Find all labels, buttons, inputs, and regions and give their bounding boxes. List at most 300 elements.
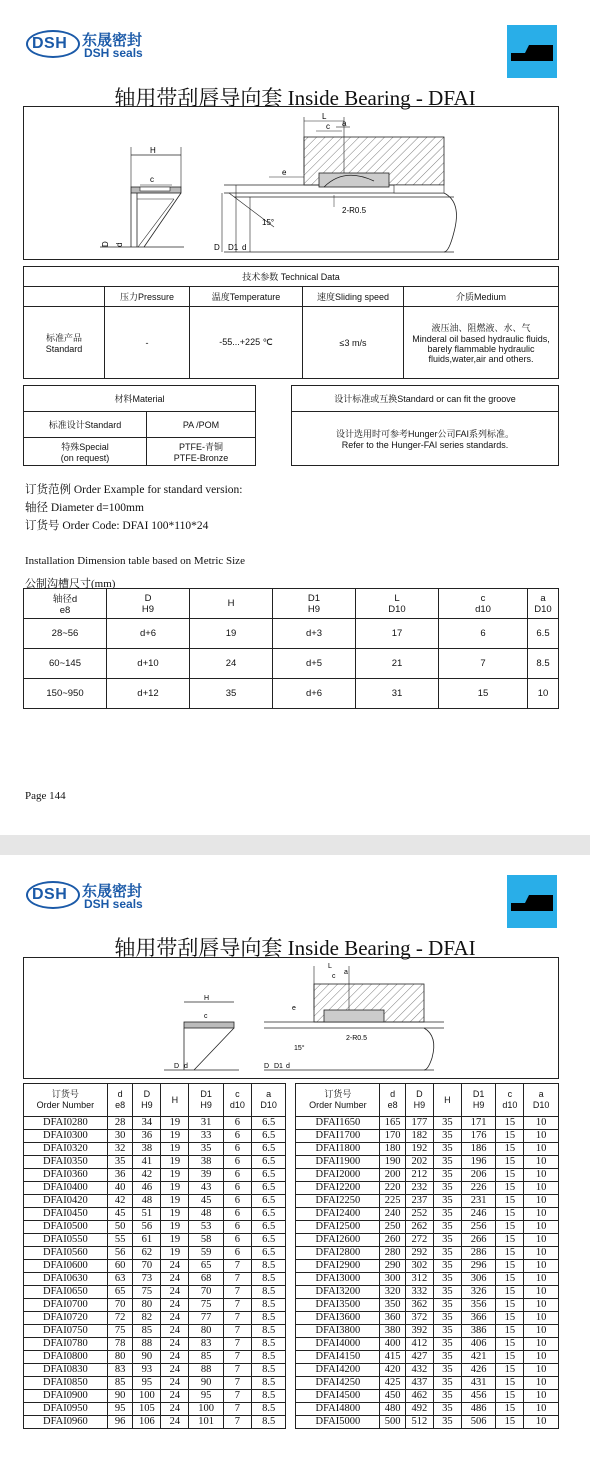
order-header-line: d bbox=[117, 1089, 123, 1099]
order-value-cell: 8.5 bbox=[251, 1312, 286, 1325]
order-value-cell: 225 bbox=[380, 1195, 406, 1208]
order-value-cell: 35 bbox=[433, 1351, 461, 1364]
order-value-cell: 6 bbox=[223, 1182, 251, 1195]
order-number-cell: DFAI0830 bbox=[24, 1364, 108, 1377]
order-value-cell: 6.5 bbox=[251, 1169, 286, 1182]
drawing-svg bbox=[24, 107, 558, 259]
order-value-cell: 6 bbox=[223, 1169, 251, 1182]
order-value-cell: 15 bbox=[496, 1195, 524, 1208]
order-number-cell: DFAI0560 bbox=[24, 1247, 108, 1260]
order-value-cell: 35 bbox=[433, 1390, 461, 1403]
order-value-cell: 480 bbox=[380, 1403, 406, 1416]
order-value-cell: 105 bbox=[133, 1403, 161, 1416]
order-value-cell: 432 bbox=[405, 1364, 433, 1377]
order-value-cell: 75 bbox=[107, 1325, 133, 1338]
order-value-cell: 312 bbox=[405, 1273, 433, 1286]
install-subheading: 公制沟槽尺寸(mm) bbox=[25, 578, 116, 590]
tech-medium-value bbox=[404, 307, 559, 379]
tech-label-cn: 标准产品 bbox=[45, 333, 82, 343]
order-column-gap bbox=[286, 1143, 296, 1156]
tech-header-temperature: 温度Temperature bbox=[190, 287, 303, 307]
order-value-cell: 10 bbox=[524, 1416, 559, 1429]
order-value-cell: 15 bbox=[496, 1143, 524, 1156]
order-value-cell: 33 bbox=[189, 1130, 224, 1143]
order-value-cell: 28 bbox=[107, 1117, 133, 1130]
order-value-cell: 226 bbox=[461, 1182, 496, 1195]
groove-table bbox=[291, 385, 559, 466]
order-number-cell: DFAI1650 bbox=[296, 1117, 380, 1130]
groove-line-en: Refer to the Hunger-FAI series standards. bbox=[341, 440, 509, 450]
order-value-cell: 88 bbox=[133, 1338, 161, 1351]
order-header-line: c bbox=[507, 1089, 513, 1099]
order-column-gap bbox=[286, 1169, 296, 1182]
order-number-cell: DFAI0800 bbox=[24, 1351, 108, 1364]
dim-header-line: a bbox=[540, 592, 546, 604]
order-value-cell: 82 bbox=[133, 1312, 161, 1325]
medium-line: 液压油、阻燃液、水、气 bbox=[431, 323, 531, 333]
order-value-cell: 296 bbox=[461, 1260, 496, 1273]
order-value-cell: 35 bbox=[433, 1143, 461, 1156]
order-value-cell: 31 bbox=[189, 1117, 224, 1130]
order-value-cell: 10 bbox=[524, 1117, 559, 1130]
order-value-cell: 35 bbox=[433, 1286, 461, 1299]
order-value-cell: 24 bbox=[161, 1299, 189, 1312]
dim-header-line: e8 bbox=[59, 605, 71, 616]
order-value-cell: 386 bbox=[461, 1325, 496, 1338]
order-value-cell: 306 bbox=[461, 1273, 496, 1286]
dim-header-cell bbox=[190, 589, 273, 619]
order-value-cell: 96 bbox=[107, 1416, 133, 1429]
order-number-cell: DFAI0850 bbox=[24, 1377, 108, 1390]
order-number-cell: DFAI1700 bbox=[296, 1130, 380, 1143]
order-value-cell: 332 bbox=[405, 1286, 433, 1299]
order-value-cell: 6 bbox=[223, 1208, 251, 1221]
order-value-cell: 55 bbox=[107, 1234, 133, 1247]
order-value-cell: 7 bbox=[223, 1403, 251, 1416]
order-row bbox=[24, 1312, 559, 1325]
order-value-cell: 10 bbox=[524, 1325, 559, 1338]
order-value-cell: 35 bbox=[433, 1247, 461, 1260]
order-header-line: D10 bbox=[532, 1100, 550, 1110]
order-row bbox=[24, 1390, 559, 1403]
order-column-gap bbox=[286, 1182, 296, 1195]
order-row bbox=[24, 1130, 559, 1143]
order-value-cell: 356 bbox=[461, 1299, 496, 1312]
order-value-cell: 8.5 bbox=[251, 1325, 286, 1338]
special-label-en: (on request) bbox=[60, 453, 110, 463]
order-header-line: H bbox=[171, 1094, 179, 1105]
order-row bbox=[24, 1247, 559, 1260]
order-number-cell: DFAI0420 bbox=[24, 1195, 108, 1208]
order-row bbox=[24, 1338, 559, 1351]
order-number-cell: DFAI2000 bbox=[296, 1169, 380, 1182]
order-value-cell: 19 bbox=[161, 1195, 189, 1208]
order-value-cell: 10 bbox=[524, 1286, 559, 1299]
order-value-cell: 6.5 bbox=[251, 1143, 286, 1156]
order-row bbox=[24, 1299, 559, 1312]
order-value-cell: 35 bbox=[433, 1195, 461, 1208]
order-row bbox=[24, 1260, 559, 1273]
dim-cell: 6 bbox=[439, 619, 528, 649]
order-row bbox=[24, 1325, 559, 1338]
order-header-line: 订货号 bbox=[324, 1089, 352, 1099]
order-value-cell: 35 bbox=[189, 1143, 224, 1156]
order-value-cell: 24 bbox=[161, 1416, 189, 1429]
order-value-cell: 85 bbox=[189, 1351, 224, 1364]
label-c-left: c bbox=[204, 1013, 208, 1020]
order-value-cell: 231 bbox=[461, 1195, 496, 1208]
dim-cell: 10 bbox=[528, 679, 559, 709]
order-value-cell: 7 bbox=[223, 1416, 251, 1429]
order-value-cell: 68 bbox=[189, 1273, 224, 1286]
order-value-cell: 8.5 bbox=[251, 1390, 286, 1403]
brand-name-cn: 东晟密封 bbox=[82, 882, 143, 900]
order-value-cell: 427 bbox=[405, 1351, 433, 1364]
order-row bbox=[24, 1403, 559, 1416]
order-row bbox=[24, 1195, 559, 1208]
order-value-cell: 19 bbox=[161, 1143, 189, 1156]
dim-cell: 31 bbox=[356, 679, 439, 709]
order-column-gap bbox=[286, 1130, 296, 1143]
order-value-cell: 192 bbox=[405, 1143, 433, 1156]
order-value-cell: 462 bbox=[405, 1390, 433, 1403]
dim-cell: d+3 bbox=[273, 619, 356, 649]
order-value-cell: 38 bbox=[133, 1143, 161, 1156]
dim-header-cell bbox=[528, 589, 559, 619]
order-value-cell: 237 bbox=[405, 1195, 433, 1208]
dim-header-line: H9 bbox=[141, 603, 155, 615]
order-value-cell: 35 bbox=[433, 1364, 461, 1377]
order-value-cell: 95 bbox=[189, 1390, 224, 1403]
order-header-line: D10 bbox=[260, 1100, 277, 1110]
order-number-cell: DFAI4800 bbox=[296, 1403, 380, 1416]
dim-cell: 21 bbox=[356, 649, 439, 679]
order-value-cell: 425 bbox=[380, 1377, 406, 1390]
order-row bbox=[24, 1143, 559, 1156]
order-value-cell: 272 bbox=[405, 1234, 433, 1247]
order-value-cell: 212 bbox=[405, 1169, 433, 1182]
order-column-gap bbox=[286, 1156, 296, 1169]
order-value-cell: 7 bbox=[223, 1377, 251, 1390]
dim-cell: 15 bbox=[439, 679, 528, 709]
tech-speed-value: ≤3 m/s bbox=[303, 307, 404, 379]
order-value-cell: 10 bbox=[524, 1299, 559, 1312]
dim-header-line: d10 bbox=[475, 603, 491, 615]
order-number-cell: DFAI3000 bbox=[296, 1273, 380, 1286]
order-number-cell: DFAI2250 bbox=[296, 1195, 380, 1208]
label-a-right: a bbox=[342, 119, 347, 128]
order-value-cell: 35 bbox=[433, 1221, 461, 1234]
order-value-cell: 35 bbox=[433, 1182, 461, 1195]
order-number-cell: DFAI0360 bbox=[24, 1169, 108, 1182]
dim-cell: 24 bbox=[190, 649, 273, 679]
order-row bbox=[24, 1208, 559, 1221]
order-row bbox=[24, 1416, 559, 1429]
order-value-cell: 15 bbox=[496, 1169, 524, 1182]
material-special-value bbox=[147, 438, 256, 466]
label-d-left: d bbox=[115, 242, 124, 247]
order-value-cell: 60 bbox=[107, 1260, 133, 1273]
order-value-cell: 85 bbox=[107, 1377, 133, 1390]
order-value-cell: 24 bbox=[161, 1260, 189, 1273]
dim-cell: d+5 bbox=[273, 649, 356, 679]
order-value-cell: 372 bbox=[405, 1312, 433, 1325]
order-column-gap bbox=[286, 1286, 296, 1299]
order-value-cell: 15 bbox=[496, 1234, 524, 1247]
order-row bbox=[24, 1234, 559, 1247]
order-value-cell: 10 bbox=[524, 1364, 559, 1377]
order-value-cell: 24 bbox=[161, 1351, 189, 1364]
order-value-cell: 220 bbox=[380, 1182, 406, 1195]
label-L: L bbox=[322, 112, 327, 121]
order-value-cell: 420 bbox=[380, 1364, 406, 1377]
order-value-cell: 8.5 bbox=[251, 1260, 286, 1273]
dim-header-line: D10 bbox=[388, 603, 406, 615]
label-D-right: D bbox=[264, 1063, 270, 1070]
order-header-cell bbox=[496, 1084, 524, 1117]
order-number-cell: DFAI0630 bbox=[24, 1273, 108, 1286]
dim-cell: 35 bbox=[190, 679, 273, 709]
order-value-cell: 77 bbox=[189, 1312, 224, 1325]
order-column-gap bbox=[286, 1234, 296, 1247]
page-title: 轴用带刮唇导向套 Inside Bearing - DFAI bbox=[114, 936, 476, 960]
order-value-cell: 256 bbox=[461, 1221, 496, 1234]
order-value-cell: 400 bbox=[380, 1338, 406, 1351]
order-value-cell: 170 bbox=[380, 1130, 406, 1143]
order-value-cell: 35 bbox=[433, 1299, 461, 1312]
order-value-cell: 7 bbox=[223, 1338, 251, 1351]
label-L: L bbox=[328, 963, 332, 970]
order-value-cell: 7 bbox=[223, 1390, 251, 1403]
order-value-cell: 59 bbox=[189, 1247, 224, 1260]
order-value-cell: 362 bbox=[405, 1299, 433, 1312]
order-header-line: H9 bbox=[200, 1100, 212, 1110]
order-value-cell: 252 bbox=[405, 1208, 433, 1221]
order-value-cell: 32 bbox=[107, 1143, 133, 1156]
dim-header-line: D bbox=[144, 592, 152, 604]
order-value-cell: 165 bbox=[380, 1117, 406, 1130]
medium-line: barely flammable hydraulic bbox=[427, 344, 535, 354]
dim-cell: 19 bbox=[190, 619, 273, 649]
order-value-cell: 83 bbox=[107, 1364, 133, 1377]
order-value-cell: 10 bbox=[524, 1182, 559, 1195]
order-value-cell: 70 bbox=[107, 1299, 133, 1312]
order-value-cell: 85 bbox=[133, 1325, 161, 1338]
dim-cell: d+10 bbox=[107, 649, 190, 679]
order-number-cell: DFAI1800 bbox=[296, 1143, 380, 1156]
order-value-cell: 35 bbox=[433, 1403, 461, 1416]
medium-line: fluids,water,air and others. bbox=[428, 354, 534, 364]
order-value-cell: 65 bbox=[189, 1260, 224, 1273]
order-value-cell: 450 bbox=[380, 1390, 406, 1403]
order-value-cell: 266 bbox=[461, 1234, 496, 1247]
order-column-gap bbox=[286, 1312, 296, 1325]
order-value-cell: 15 bbox=[496, 1117, 524, 1130]
order-number-cell: DFAI0500 bbox=[24, 1221, 108, 1234]
order-column-gap bbox=[286, 1247, 296, 1260]
order-value-cell: 8.5 bbox=[251, 1377, 286, 1390]
dim-cell: 17 bbox=[356, 619, 439, 649]
order-number-cell: DFAI0550 bbox=[24, 1234, 108, 1247]
order-header-line: a bbox=[266, 1089, 272, 1099]
brand-name-cn: 东晟密封 bbox=[82, 31, 143, 49]
order-value-cell: 10 bbox=[524, 1234, 559, 1247]
order-value-cell: 34 bbox=[133, 1117, 161, 1130]
label-c-right: c bbox=[332, 973, 336, 980]
order-number-cell: DFAI2400 bbox=[296, 1208, 380, 1221]
order-value-cell: 6.5 bbox=[251, 1117, 286, 1130]
order-value-cell: 6.5 bbox=[251, 1195, 286, 1208]
order-value-cell: 360 bbox=[380, 1312, 406, 1325]
logo-mark: DSH bbox=[32, 886, 68, 903]
order-number-cell: DFAI0300 bbox=[24, 1130, 108, 1143]
order-value-cell: 106 bbox=[133, 1416, 161, 1429]
dim-header-cell bbox=[439, 589, 528, 619]
order-value-cell: 41 bbox=[133, 1156, 161, 1169]
order-value-cell: 7 bbox=[223, 1364, 251, 1377]
order-value-cell: 65 bbox=[107, 1286, 133, 1299]
order-value-cell: 10 bbox=[524, 1130, 559, 1143]
order-value-cell: 302 bbox=[405, 1260, 433, 1273]
order-value-cell: 326 bbox=[461, 1286, 496, 1299]
order-value-cell: 19 bbox=[161, 1169, 189, 1182]
order-number-cell: DFAI2200 bbox=[296, 1182, 380, 1195]
order-value-cell: 24 bbox=[161, 1403, 189, 1416]
order-number-cell: DFAI3500 bbox=[296, 1299, 380, 1312]
order-number-cell: DFAI2600 bbox=[296, 1234, 380, 1247]
order-value-cell: 70 bbox=[189, 1286, 224, 1299]
order-value-cell: 406 bbox=[461, 1338, 496, 1351]
order-value-cell: 6.5 bbox=[251, 1130, 286, 1143]
order-value-cell: 6 bbox=[223, 1234, 251, 1247]
order-value-cell: 506 bbox=[461, 1416, 496, 1429]
dim-header-cell bbox=[273, 589, 356, 619]
material-caption: 材料Material bbox=[24, 386, 256, 412]
order-column-gap bbox=[286, 1416, 296, 1429]
order-header-line: e8 bbox=[387, 1100, 398, 1110]
order-value-cell: 35 bbox=[107, 1156, 133, 1169]
label-D-left: D bbox=[174, 1063, 180, 1070]
order-value-cell: 6.5 bbox=[251, 1156, 286, 1169]
order-number-table bbox=[23, 1083, 559, 1429]
order-value-cell: 58 bbox=[189, 1234, 224, 1247]
order-number-cell: DFAI0320 bbox=[24, 1143, 108, 1156]
order-value-cell: 19 bbox=[161, 1221, 189, 1234]
order-value-cell: 10 bbox=[524, 1377, 559, 1390]
order-number-cell: DFAI0780 bbox=[24, 1338, 108, 1351]
order-header-cell bbox=[133, 1084, 161, 1117]
order-value-cell: 75 bbox=[133, 1286, 161, 1299]
order-value-cell: 15 bbox=[496, 1182, 524, 1195]
order-value-cell: 35 bbox=[433, 1117, 461, 1130]
label-radius: 2-R0.5 bbox=[342, 206, 367, 215]
order-value-cell: 200 bbox=[380, 1169, 406, 1182]
order-value-cell: 260 bbox=[380, 1234, 406, 1247]
dim-header-line: H9 bbox=[307, 603, 321, 615]
order-value-cell: 8.5 bbox=[251, 1286, 286, 1299]
order-value-cell: 190 bbox=[380, 1156, 406, 1169]
order-example-code: 订货号 Order Code: DFAI 100*110*24 bbox=[25, 520, 209, 532]
order-row bbox=[24, 1182, 559, 1195]
label-radius: 2-R0.5 bbox=[346, 1035, 368, 1042]
order-value-cell: 392 bbox=[405, 1325, 433, 1338]
order-value-cell: 80 bbox=[107, 1351, 133, 1364]
order-value-cell: 180 bbox=[380, 1143, 406, 1156]
dim-cell: 60~145 bbox=[24, 649, 107, 679]
order-value-cell: 350 bbox=[380, 1299, 406, 1312]
technical-data-table bbox=[23, 266, 559, 379]
order-value-cell: 24 bbox=[161, 1364, 189, 1377]
order-value-cell: 50 bbox=[107, 1221, 133, 1234]
order-value-cell: 15 bbox=[496, 1260, 524, 1273]
label-c-right: c bbox=[326, 122, 330, 131]
order-value-cell: 90 bbox=[189, 1377, 224, 1390]
order-value-cell: 95 bbox=[133, 1377, 161, 1390]
order-value-cell: 19 bbox=[161, 1130, 189, 1143]
order-header-cell bbox=[223, 1084, 251, 1117]
order-value-cell: 437 bbox=[405, 1377, 433, 1390]
order-value-cell: 48 bbox=[133, 1195, 161, 1208]
order-header-cell bbox=[433, 1084, 461, 1117]
tech-caption: 技术参数 Technical Data bbox=[24, 267, 559, 287]
order-number-cell: DFAI0950 bbox=[24, 1403, 108, 1416]
order-column-gap bbox=[286, 1260, 296, 1273]
order-header-row bbox=[24, 1084, 559, 1117]
order-value-cell: 300 bbox=[380, 1273, 406, 1286]
order-value-cell: 7 bbox=[223, 1325, 251, 1338]
order-value-cell: 35 bbox=[433, 1169, 461, 1182]
order-value-cell: 250 bbox=[380, 1221, 406, 1234]
order-header-line: e8 bbox=[115, 1100, 126, 1110]
order-value-cell: 15 bbox=[496, 1208, 524, 1221]
order-value-cell: 6.5 bbox=[251, 1234, 286, 1247]
order-value-cell: 6 bbox=[223, 1130, 251, 1143]
order-value-cell: 10 bbox=[524, 1351, 559, 1364]
order-value-cell: 177 bbox=[405, 1117, 433, 1130]
order-value-cell: 83 bbox=[189, 1338, 224, 1351]
order-number-cell: DFAI0720 bbox=[24, 1312, 108, 1325]
order-number-cell: DFAI3600 bbox=[296, 1312, 380, 1325]
order-value-cell: 6 bbox=[223, 1195, 251, 1208]
order-value-cell: 88 bbox=[189, 1364, 224, 1377]
order-number-cell: DFAI0900 bbox=[24, 1390, 108, 1403]
order-value-cell: 412 bbox=[405, 1338, 433, 1351]
order-value-cell: 431 bbox=[461, 1377, 496, 1390]
order-column-gap bbox=[286, 1299, 296, 1312]
tech-label-en: Standard bbox=[45, 344, 83, 354]
order-header-cell bbox=[251, 1084, 286, 1117]
order-value-cell: 7 bbox=[223, 1273, 251, 1286]
order-value-cell: 56 bbox=[133, 1221, 161, 1234]
order-row bbox=[24, 1117, 559, 1130]
order-value-cell: 35 bbox=[433, 1234, 461, 1247]
order-row bbox=[24, 1377, 559, 1390]
order-value-cell: 19 bbox=[161, 1182, 189, 1195]
special-value-en: PTFE-Bronze bbox=[173, 453, 229, 463]
dim-header-line: c bbox=[480, 592, 486, 604]
label-D-right: D bbox=[214, 243, 220, 252]
order-column-gap bbox=[286, 1364, 296, 1377]
order-value-cell: 10 bbox=[524, 1208, 559, 1221]
order-number-cell: DFAI4250 bbox=[296, 1377, 380, 1390]
page-separator bbox=[0, 835, 590, 855]
order-number-cell: DFAI0960 bbox=[24, 1416, 108, 1429]
order-value-cell: 320 bbox=[380, 1286, 406, 1299]
tech-row-label bbox=[24, 307, 105, 379]
order-header-line: H9 bbox=[413, 1100, 426, 1110]
label-d-left: d bbox=[184, 1063, 188, 1070]
label-angle: 15° bbox=[262, 218, 275, 227]
